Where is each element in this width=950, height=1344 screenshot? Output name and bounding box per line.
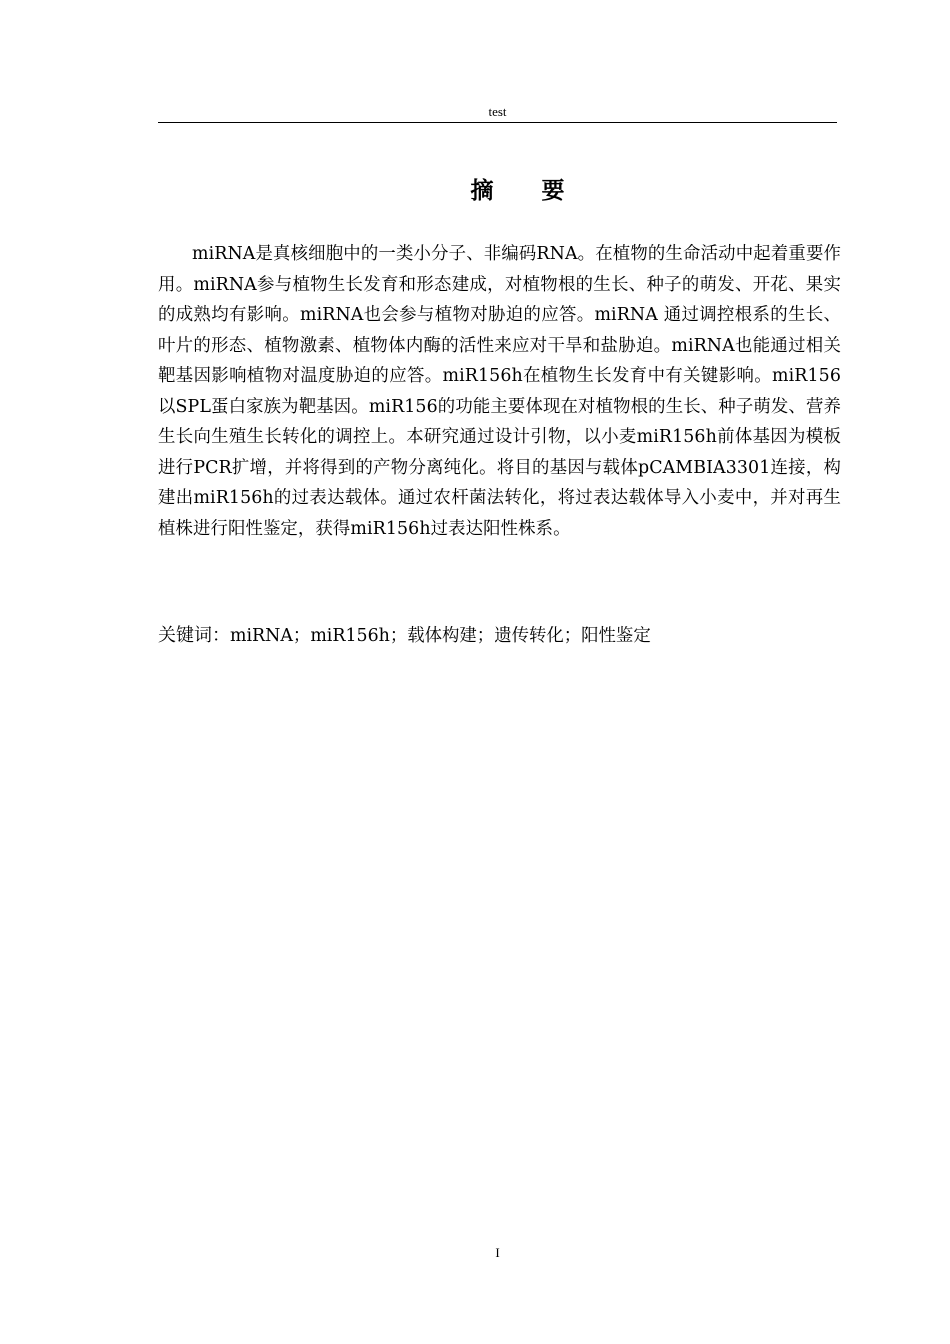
header-rule — [158, 122, 837, 123]
page-header: test — [488, 104, 507, 119]
keywords-label: 关键词： — [158, 625, 230, 646]
keywords-line — [158, 621, 841, 651]
abstract-body: miRNA是真核细胞中的一类小分子、非编码RNA。在植物的生命活动中起着重要作用。miRNA参与植物生长发育和形态建成，对植物根的生长、种子的萌发、开花、果实的成熟均有影响。miRNA也会参与植物对胁迫的应答。miRNA 通过调控根系的生长、叶片的形态、植物激素、植物体内酶的活性来应对干旱和盐胁迫。miRNA也能通过相关靶基因影响植物对温度胁迫的应答。miR156h在植物生长发育中有关键影响。miR156以SPL蛋白家族为靶基因。miR156的功能主要体现在对植物根的生长、种子萌发、营养生长向生殖生长转化的调控上。本研究通过设计引物，以小麦miR156h前体基因为模板进行PCR扩增，并将得到的产物分离纯化。将目的基因与载体pCAMBIA3301连接，构建出miR156h的过表达载体。通过农杆菌法转化，将过表达载体导入小麦中，并对再生植株进行阳性鉴定，获得miR156h过表达阳性株系。 — [158, 244, 841, 539]
keywords-value: miRNA；miR156h；载体构建；遗传转化；阳性鉴定 — [230, 626, 651, 646]
page-number: I — [495, 1245, 500, 1260]
abstract-title: 摘 要 — [470, 178, 585, 204]
